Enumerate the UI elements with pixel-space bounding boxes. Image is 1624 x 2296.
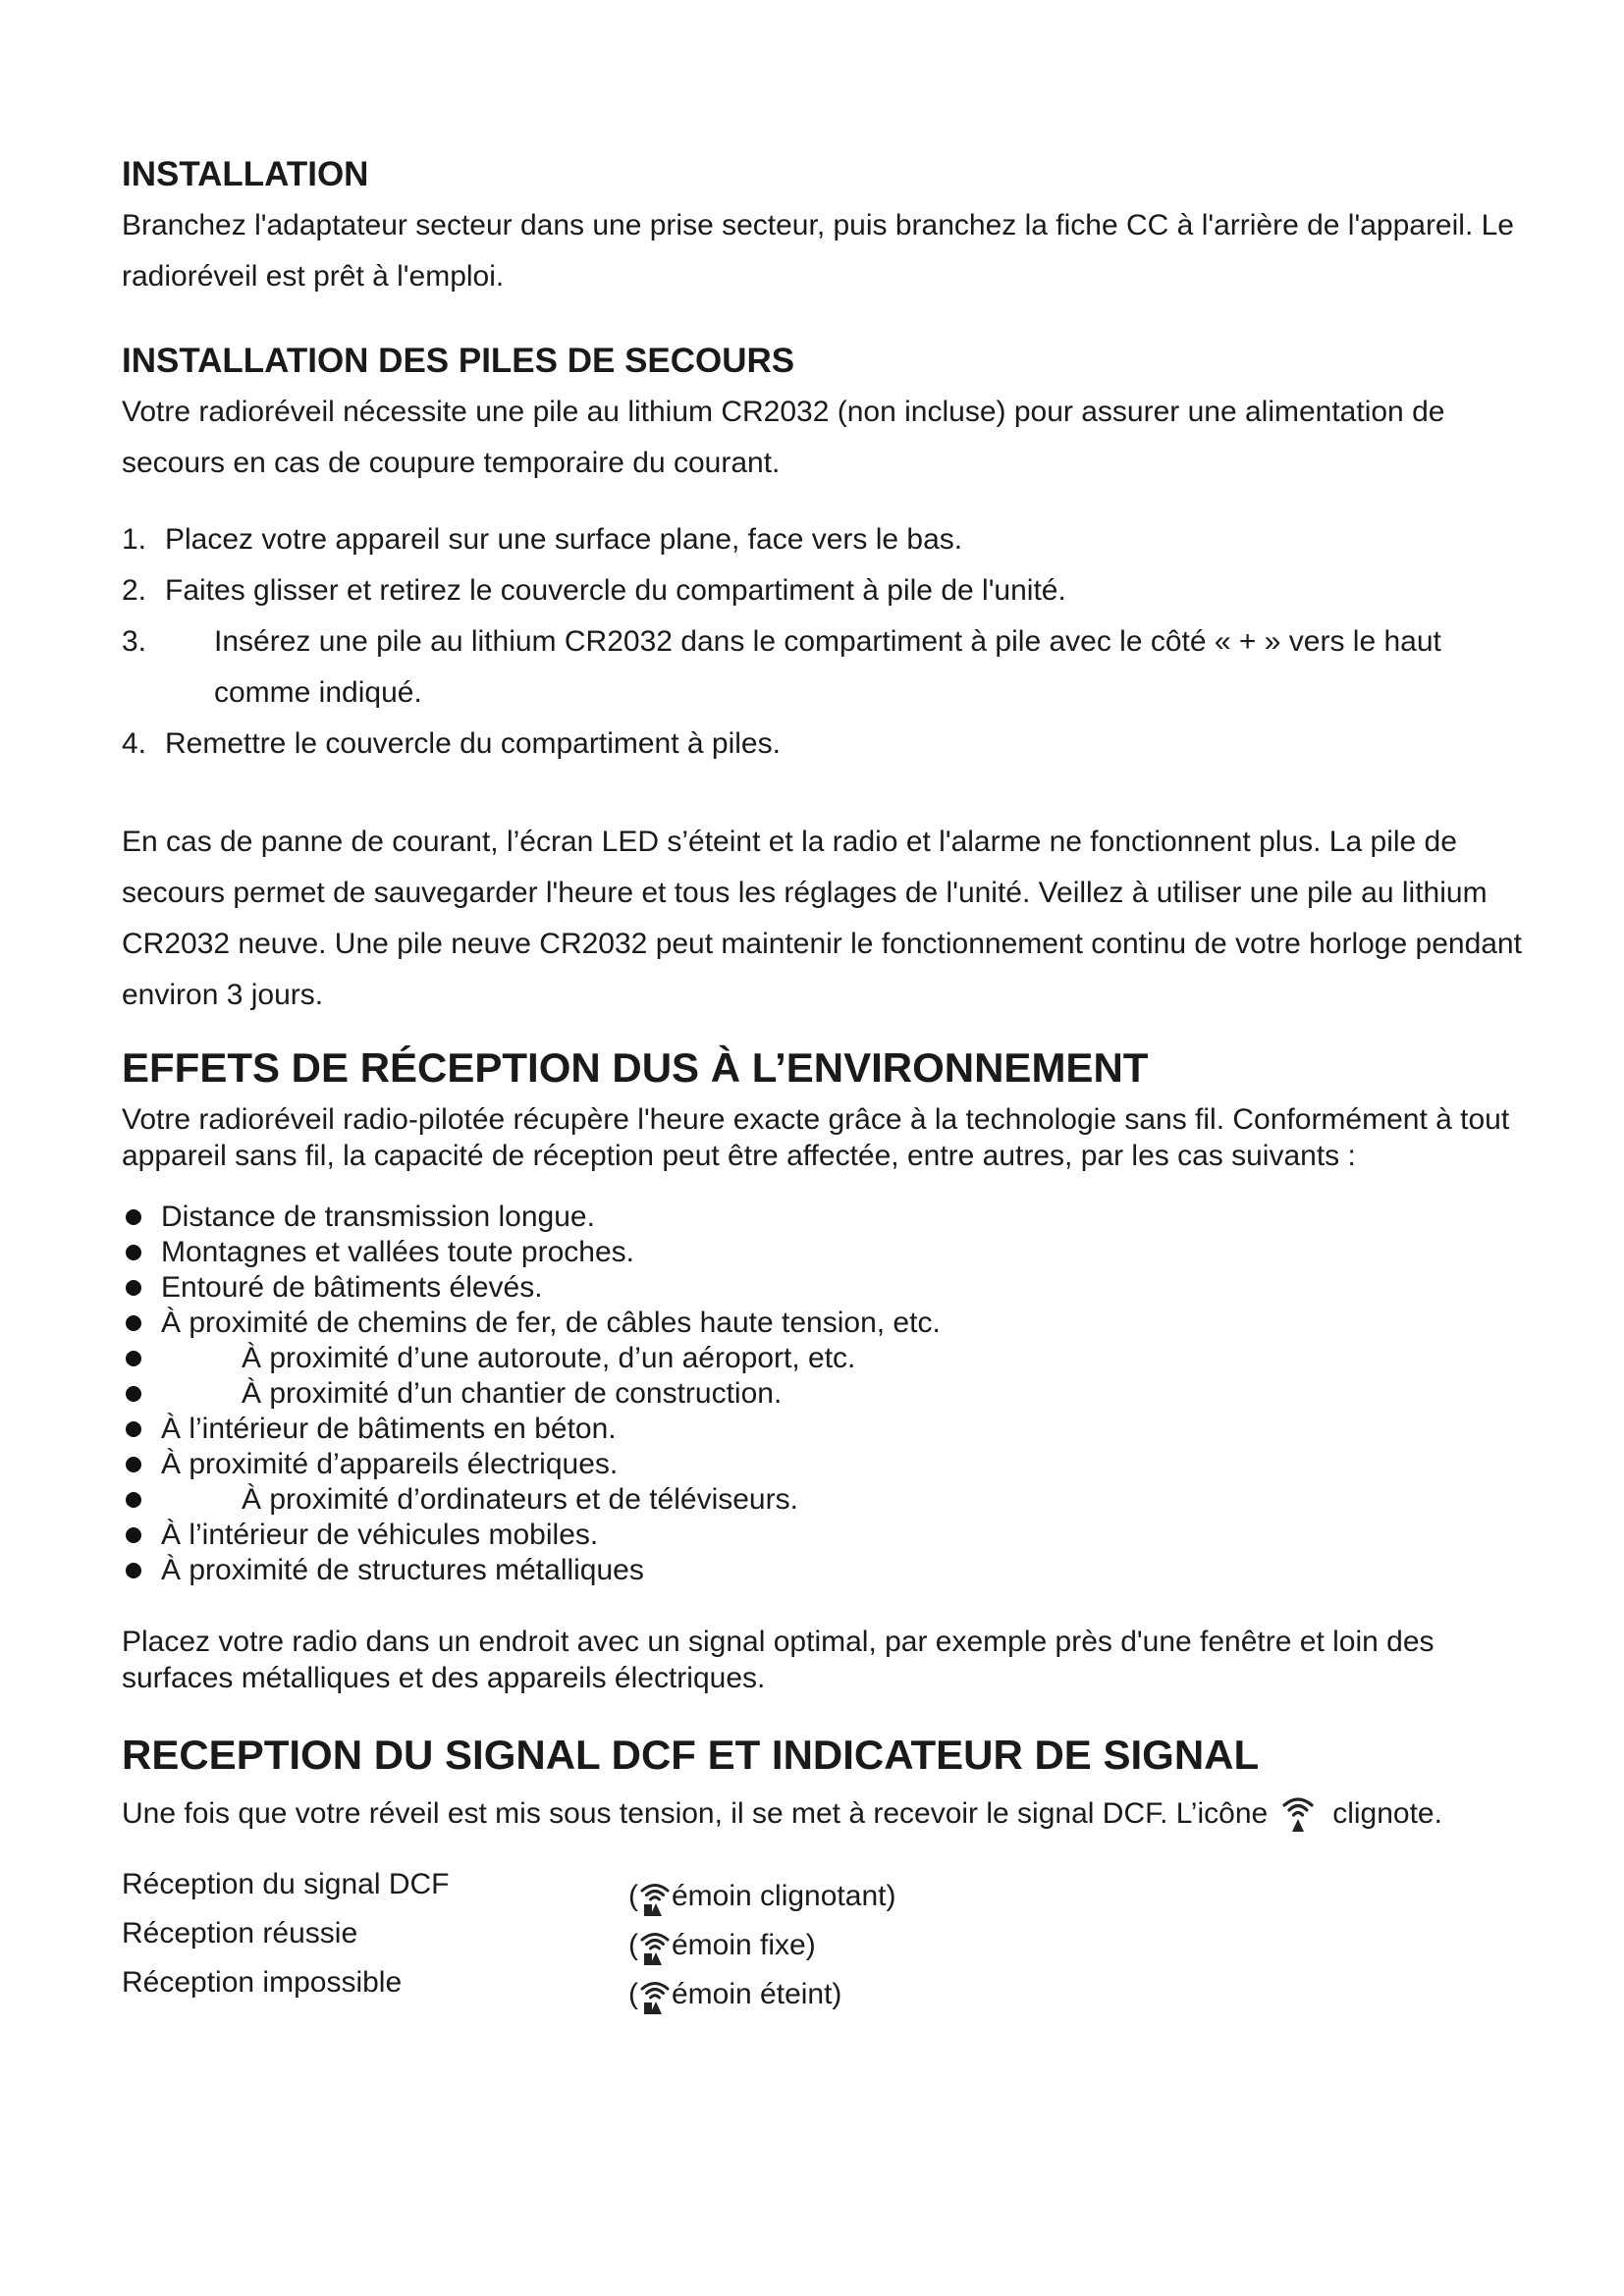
status-text: émoin fixe) — [672, 1929, 816, 1961]
status-value — [628, 1975, 841, 2014]
signal-status-table — [122, 1857, 1536, 2010]
step-number: 4. — [122, 727, 147, 760]
bullet-text: À proximité d’appareils électriques. — [161, 1448, 619, 1480]
bullet-text: Entouré de bâtiments élevés. — [161, 1271, 543, 1304]
status-value — [628, 1877, 895, 1916]
placement-body: Placez votre radio dans un endroit avec un signal optimal, par exemple près d'une fenêtre et loin des surfaces métalliques et des appareils électriques. — [122, 1626, 1435, 1694]
bullet-text: Distance de transmission longue. — [161, 1201, 595, 1233]
bullet-text: Montagnes et vallées toute proches. — [161, 1236, 634, 1268]
status-label: Réception du signal DCF — [122, 1868, 450, 1900]
status-value — [628, 1926, 816, 1965]
bullet-icon — [126, 1492, 141, 1508]
section-title-dcf-signal: RECEPTION DU SIGNAL DCF ET INDICATEUR DE SIGNAL — [122, 1732, 1260, 1778]
bullet-text: À proximité de structures métalliques — [161, 1554, 644, 1586]
list-item — [122, 565, 1536, 616]
power-outage-body: En cas de panne de courant, l’écran LED s’éteint et la radio et l'alarme ne fonctionnent plus. La pile de secours permet de sauvegarder l'heure et tous les réglages de l'unité. Veillez à utiliser une pile au lithium CR2032 neuve. Une pile neuve CR2032 peut maintenir le fonctionnement continu de votre horloge pendant environ 3 jours. — [122, 826, 1522, 1011]
list-item — [122, 1270, 1536, 1306]
signal-antenna-icon — [1281, 1794, 1315, 1834]
table-row — [122, 1857, 1536, 1912]
list-item — [122, 1518, 1536, 1553]
step-text: Placez votre appareil sur une surface plane, face vers le bas. — [165, 523, 963, 556]
bullet-icon — [126, 1527, 141, 1543]
signal-antenna-icon — [640, 1881, 670, 1918]
bullet-text: À proximité d’une autoroute, d’un aéroport, etc. — [242, 1342, 856, 1374]
bullet-text: À proximité de chemins de fer, de câbles haute tension, etc. — [161, 1307, 941, 1339]
bullet-icon — [126, 1315, 141, 1331]
step-text: Insérez une pile au lithium CR2032 dans le compartiment à pile avec le côté « + » vers le haut comme indiqué. — [214, 625, 1441, 709]
bullet-icon — [126, 1351, 141, 1366]
bullet-icon — [126, 1386, 141, 1402]
section-title-environment: EFFETS DE RÉCEPTION DUS À L’ENVIRONNEMENT — [122, 1044, 1149, 1091]
bullet-text: À l’intérieur de véhicules mobiles. — [161, 1519, 599, 1551]
installation-body: Branchez l'adaptateur secteur dans une prise secteur, puis branchez la fiche CC à l'arrière de l'appareil. Le radioréveil est prêt à l'emploi. — [122, 209, 1514, 293]
status-label: Réception impossible — [122, 1966, 403, 1999]
backup-battery-body: Votre radioréveil nécessite une pile au lithium CR2032 (non incluse) pour assurer une alimentation de secours en cas de coupure temporaire du courant. — [122, 396, 1445, 479]
bullet-icon — [126, 1421, 141, 1437]
step-number: 1. — [122, 523, 147, 556]
bullet-text: À proximité d’un chantier de construction. — [242, 1377, 783, 1410]
battery-steps-list — [122, 514, 1536, 770]
list-item — [122, 514, 1536, 565]
list-item — [122, 719, 1536, 770]
bullet-text: À proximité d’ordinateurs et de téléviseurs. — [242, 1483, 798, 1516]
section-title-installation: INSTALLATION — [122, 155, 369, 193]
table-row — [122, 1955, 1536, 2010]
status-label: Réception réussie — [122, 1917, 358, 1949]
dcf-body-text-end: clignote. — [1332, 1797, 1442, 1830]
bullet-icon — [126, 1245, 141, 1260]
status-paren: ( — [628, 1978, 638, 2010]
list-item — [122, 1447, 1536, 1482]
list-item — [122, 616, 1536, 719]
bullet-icon — [126, 1457, 141, 1472]
list-item — [122, 1235, 1536, 1270]
bullet-icon — [126, 1280, 141, 1296]
reception-factors-list — [122, 1200, 1536, 1588]
dcf-body-text: Une fois que votre réveil est mis sous tension, il se met à recevoir le signal DCF. L’icône — [122, 1797, 1269, 1830]
list-item — [122, 1341, 1536, 1376]
step-number: 2. — [122, 574, 147, 607]
bullet-text: À l’intérieur de bâtiments en béton. — [161, 1413, 617, 1445]
status-text: émoin clignotant) — [672, 1880, 896, 1912]
list-item — [122, 1306, 1536, 1341]
dcf-body — [122, 1792, 1536, 1836]
environment-body: Votre radioréveil radio-pilotée récupère l'heure exacte grâce à la technologie sans fil. Conformément à tout appareil sans fil, la capacité de réception peut être affectée, entre autres, par les cas suivants : — [122, 1103, 1510, 1172]
step-number: 3. — [122, 625, 147, 658]
list-item — [122, 1482, 1536, 1518]
status-text: émoin éteint) — [672, 1978, 842, 2010]
list-item — [122, 1553, 1536, 1588]
step-text: Faites glisser et retirez le couvercle du compartiment à pile de l'unité. — [165, 574, 1066, 607]
bullet-icon — [126, 1563, 141, 1578]
list-item — [122, 1376, 1536, 1412]
document-page — [122, 147, 1536, 2010]
signal-antenna-icon — [640, 1979, 670, 2016]
status-paren: ( — [628, 1929, 638, 1961]
status-paren: ( — [628, 1880, 638, 1912]
list-item — [122, 1200, 1536, 1235]
bullet-icon — [126, 1209, 141, 1225]
signal-antenna-icon — [640, 1930, 670, 1967]
section-title-backup-battery: INSTALLATION DES PILES DE SECOURS — [122, 342, 795, 380]
list-item — [122, 1412, 1536, 1447]
step-text: Remettre le couvercle du compartiment à piles. — [165, 727, 781, 760]
